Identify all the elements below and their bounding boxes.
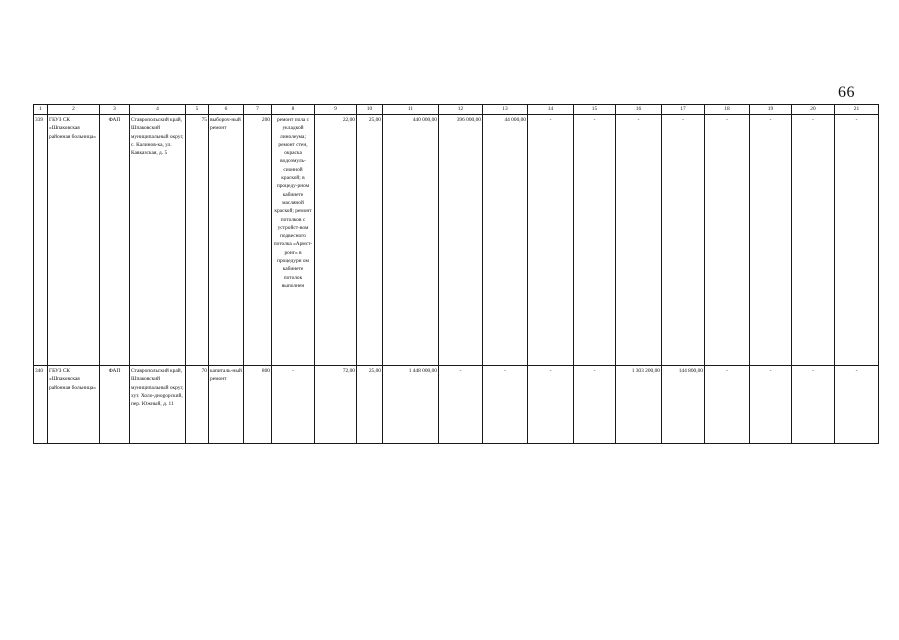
amount-cell: - bbox=[439, 366, 483, 444]
col-header-6: 6 bbox=[209, 105, 244, 115]
facility-type-cell: ФАП bbox=[100, 115, 130, 366]
value-cell: 200 bbox=[244, 115, 272, 366]
amount-cell: - bbox=[750, 366, 792, 444]
amount-cell: 1 303 200,00 bbox=[616, 366, 662, 444]
value-cell: 70 bbox=[186, 366, 209, 444]
amount-cell: - bbox=[705, 115, 750, 366]
col-header-12: 12 bbox=[439, 105, 483, 115]
value-cell: 25,00 bbox=[357, 366, 383, 444]
col-header-10: 10 bbox=[357, 105, 383, 115]
row-number-cell: 339 bbox=[34, 115, 48, 366]
value-cell: 72,00 bbox=[315, 366, 357, 444]
repair-type-cell: капиталь-ный ремонт bbox=[209, 366, 244, 444]
header-row bbox=[34, 105, 879, 115]
works-description-cell: - bbox=[272, 366, 315, 444]
address-cell: Ставропольский край, Шпаковский муниципальный округ, с. Калинов-ка, ул. Кавказская, д. 5 bbox=[130, 115, 186, 366]
amount-cell: - bbox=[792, 115, 835, 366]
col-header-5: 5 bbox=[186, 105, 209, 115]
col-header-8: 8 bbox=[272, 105, 315, 115]
value-cell: 22,00 bbox=[315, 115, 357, 366]
amount-cell: 396 000,00 bbox=[439, 115, 483, 366]
table-row bbox=[34, 115, 879, 366]
row-number-cell: 340 bbox=[34, 366, 48, 444]
value-cell: 75 bbox=[186, 115, 209, 366]
amount-cell: - bbox=[528, 366, 574, 444]
col-header-2: 2 bbox=[48, 105, 100, 115]
amount-cell: - bbox=[835, 366, 879, 444]
amount-cell: 1 448 000,00 bbox=[383, 366, 439, 444]
col-header-18: 18 bbox=[705, 105, 750, 115]
institution-cell: ГБУЗ СК «Шпаковская районная больница» bbox=[48, 115, 100, 366]
amount-cell: - bbox=[792, 366, 835, 444]
value-cell: 25,00 bbox=[357, 115, 383, 366]
col-header-15: 15 bbox=[574, 105, 616, 115]
address-cell: Ставропольский край, Шпаковский муниципальный округ, хут. Холо-днogорский, пер. Южный, д. 11 bbox=[130, 366, 186, 444]
repair-type-cell: выбороч-ный ремонт bbox=[209, 115, 244, 366]
amount-cell: - bbox=[835, 115, 879, 366]
amount-cell: - bbox=[750, 115, 792, 366]
col-header-13: 13 bbox=[483, 105, 528, 115]
amount-cell: - bbox=[574, 366, 616, 444]
table-row bbox=[34, 366, 879, 444]
amount-cell: - bbox=[705, 366, 750, 444]
institution-cell: ГБУЗ СК «Шпаковская районная больница» bbox=[48, 366, 100, 444]
works-description-cell: ремонт пола с укладкой линолеума; ремонт стен, окраска водоэмуль-сионной краской; в процеду-рном кабинете масляной краской; ремонт потолков с устройст-вом подвесного потолка «Армст-ронг» в процедурн ом кабинете потолок выполнен bbox=[272, 115, 315, 366]
amount-cell: 440 000,00 bbox=[383, 115, 439, 366]
amount-cell: - bbox=[616, 115, 662, 366]
amount-cell: 144 800,00 bbox=[662, 366, 705, 444]
col-header-16: 16 bbox=[616, 105, 662, 115]
amount-cell: - bbox=[662, 115, 705, 366]
col-header-11: 11 bbox=[383, 105, 439, 115]
amount-cell: - bbox=[574, 115, 616, 366]
col-header-14: 14 bbox=[528, 105, 574, 115]
amount-cell: - bbox=[528, 115, 574, 366]
facility-type-cell: ФАП bbox=[100, 366, 130, 444]
amount-cell: 44 000,00 bbox=[483, 115, 528, 366]
amount-cell: - bbox=[483, 366, 528, 444]
value-cell: 800 bbox=[244, 366, 272, 444]
col-header-21: 21 bbox=[835, 105, 879, 115]
col-header-17: 17 bbox=[662, 105, 705, 115]
col-header-3: 3 bbox=[100, 105, 130, 115]
col-header-1: 1 bbox=[34, 105, 48, 115]
col-header-20: 20 bbox=[792, 105, 835, 115]
col-header-19: 19 bbox=[750, 105, 792, 115]
register-table bbox=[33, 104, 879, 444]
page-number: 66 bbox=[838, 84, 855, 101]
col-header-7: 7 bbox=[244, 105, 272, 115]
col-header-9: 9 bbox=[315, 105, 357, 115]
col-header-4: 4 bbox=[130, 105, 186, 115]
